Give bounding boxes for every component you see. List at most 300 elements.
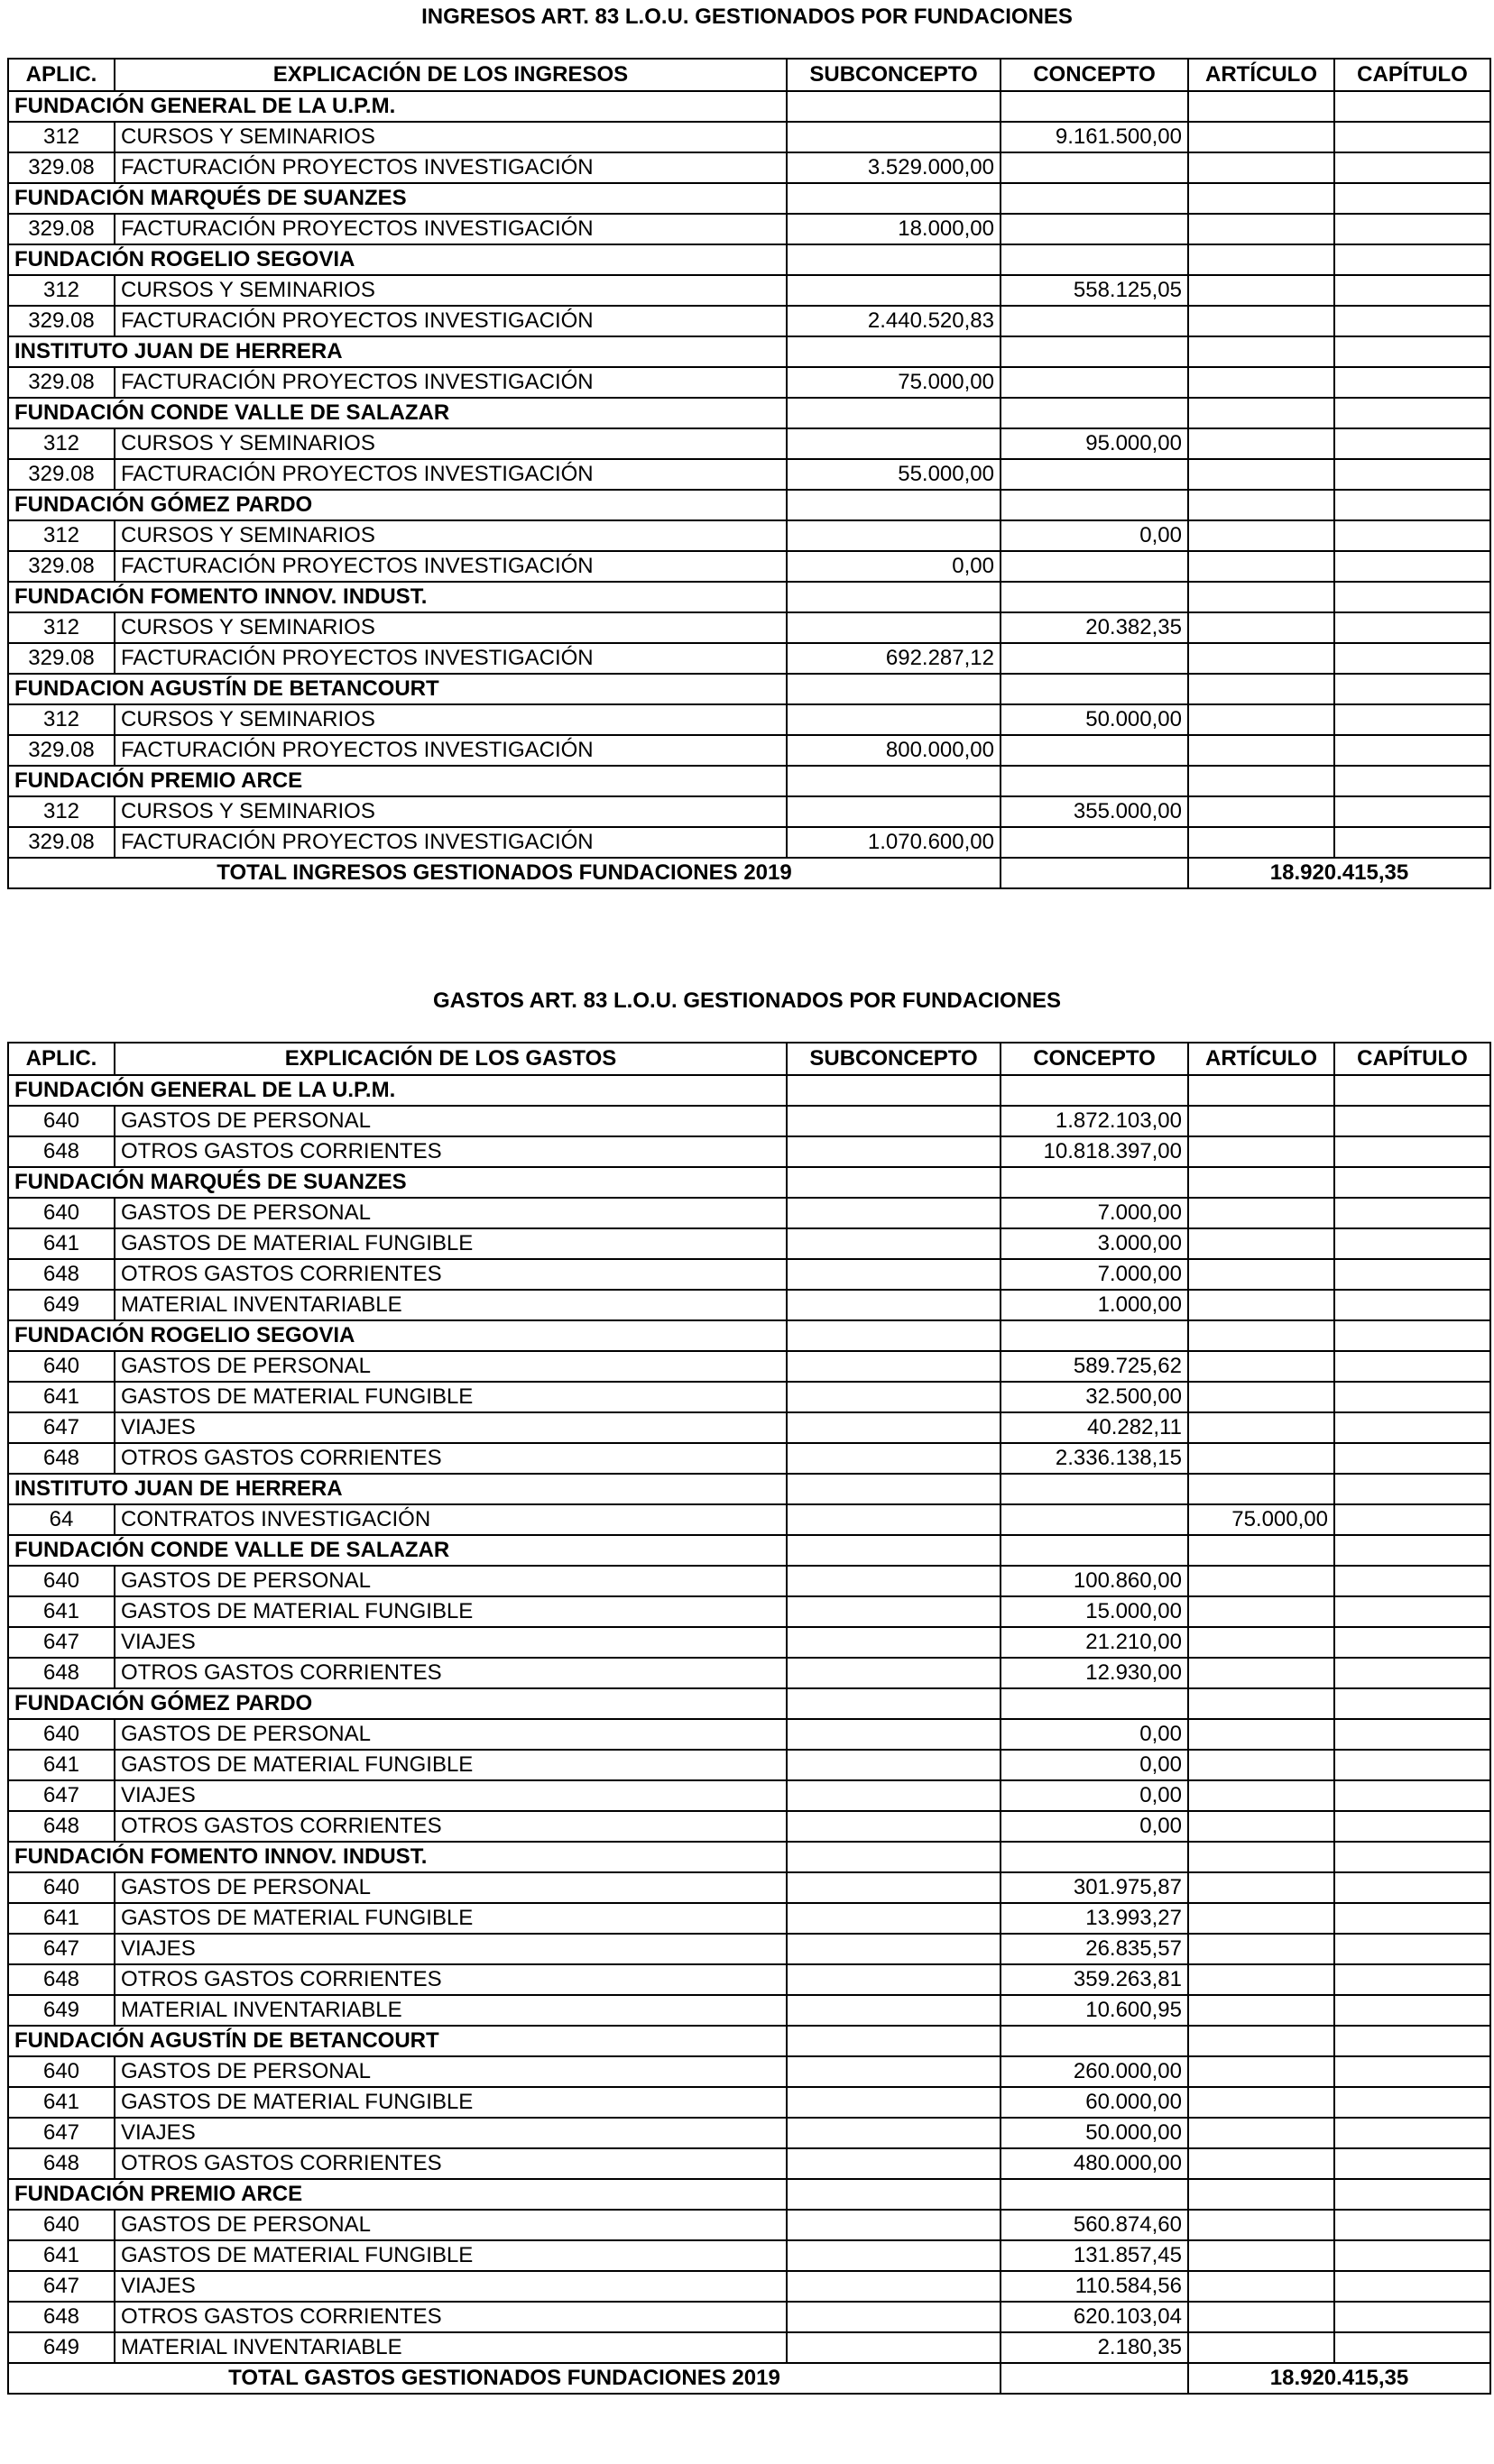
art-cell bbox=[1188, 1658, 1334, 1688]
sub-cell: 800.000,00 bbox=[787, 735, 1001, 766]
art-cell bbox=[1188, 1872, 1334, 1903]
con-cell bbox=[1001, 367, 1188, 398]
cap-cell bbox=[1334, 1382, 1490, 1412]
table-row bbox=[8, 1198, 1490, 1228]
art-cell bbox=[1188, 2118, 1334, 2148]
table-row bbox=[8, 2056, 1490, 2087]
table-row bbox=[8, 2148, 1490, 2179]
empty-cell bbox=[787, 183, 1001, 214]
con-cell: 10.600,95 bbox=[1001, 1995, 1188, 2026]
table-row bbox=[8, 1596, 1490, 1627]
con-cell: 3.000,00 bbox=[1001, 1228, 1188, 1259]
con-cell: 9.161.500,00 bbox=[1001, 122, 1188, 152]
aplic-cell: 641 bbox=[8, 1382, 115, 1412]
description-cell: OTROS GASTOS CORRIENTES bbox=[115, 1811, 787, 1842]
group-name: FUNDACIÓN AGUSTÍN DE BETANCOURT bbox=[8, 2026, 787, 2056]
empty-cell bbox=[1188, 2179, 1334, 2210]
aplic-cell: 641 bbox=[8, 1903, 115, 1934]
group-row bbox=[8, 2026, 1490, 2056]
table-row bbox=[8, 1964, 1490, 1995]
art-cell bbox=[1188, 1596, 1334, 1627]
table-row bbox=[8, 827, 1490, 858]
cap-cell bbox=[1334, 612, 1490, 643]
description-cell: VIAJES bbox=[115, 2271, 787, 2302]
description-cell: OTROS GASTOS CORRIENTES bbox=[115, 1259, 787, 1290]
art-cell bbox=[1188, 1290, 1334, 1320]
table-row bbox=[8, 2087, 1490, 2118]
description-cell: GASTOS DE PERSONAL bbox=[115, 1566, 787, 1596]
aplic-cell: 648 bbox=[8, 1443, 115, 1474]
cap-cell bbox=[1334, 735, 1490, 766]
art-cell bbox=[1188, 1811, 1334, 1842]
sub-cell bbox=[787, 1658, 1001, 1688]
empty-cell bbox=[787, 1075, 1001, 1106]
table-row bbox=[8, 459, 1490, 490]
table-row bbox=[8, 1566, 1490, 1596]
con-cell: 355.000,00 bbox=[1001, 796, 1188, 827]
empty-cell bbox=[1001, 1842, 1188, 1872]
empty-cell bbox=[1334, 582, 1490, 612]
empty-cell bbox=[787, 2026, 1001, 2056]
empty-cell bbox=[787, 398, 1001, 428]
cap-cell bbox=[1334, 152, 1490, 183]
con-cell bbox=[1001, 1504, 1188, 1535]
cap-cell bbox=[1334, 2240, 1490, 2271]
sub-cell bbox=[787, 1780, 1001, 1811]
cap-cell bbox=[1334, 1290, 1490, 1320]
column-header: ARTÍCULO bbox=[1188, 59, 1334, 91]
aplic-cell: 641 bbox=[8, 1596, 115, 1627]
cap-cell bbox=[1334, 1596, 1490, 1627]
group-name: FUNDACIÓN ROGELIO SEGOVIA bbox=[8, 1320, 787, 1351]
sub-cell bbox=[787, 1259, 1001, 1290]
cap-cell bbox=[1334, 1412, 1490, 1443]
table-row bbox=[8, 796, 1490, 827]
group-name: FUNDACIÓN GÓMEZ PARDO bbox=[8, 490, 787, 520]
art-cell bbox=[1188, 612, 1334, 643]
group-row bbox=[8, 1535, 1490, 1566]
aplic-cell: 640 bbox=[8, 2056, 115, 2087]
empty-cell bbox=[1188, 91, 1334, 122]
sub-cell bbox=[787, 1443, 1001, 1474]
sub-cell bbox=[787, 1964, 1001, 1995]
description-cell: FACTURACIÓN PROYECTOS INVESTIGACIÓN bbox=[115, 735, 787, 766]
group-name: FUNDACION AGUSTÍN DE BETANCOURT bbox=[8, 674, 787, 704]
empty-cell bbox=[1334, 2026, 1490, 2056]
con-cell: 359.263,81 bbox=[1001, 1964, 1188, 1995]
empty-cell bbox=[1334, 244, 1490, 275]
art-cell bbox=[1188, 1198, 1334, 1228]
description-cell: VIAJES bbox=[115, 1934, 787, 1964]
cap-cell bbox=[1334, 428, 1490, 459]
aplic-cell: 329.08 bbox=[8, 367, 115, 398]
empty-cell bbox=[1001, 674, 1188, 704]
ingresos-table bbox=[7, 58, 1491, 889]
table-row bbox=[8, 1351, 1490, 1382]
sub-cell bbox=[787, 2118, 1001, 2148]
empty-cell bbox=[1188, 244, 1334, 275]
empty-cell bbox=[1334, 1842, 1490, 1872]
con-cell: 20.382,35 bbox=[1001, 612, 1188, 643]
empty-cell bbox=[1001, 766, 1188, 796]
con-cell: 1.000,00 bbox=[1001, 1290, 1188, 1320]
description-cell: CURSOS Y SEMINARIOS bbox=[115, 612, 787, 643]
empty-cell bbox=[1001, 858, 1188, 888]
empty-cell bbox=[787, 1535, 1001, 1566]
aplic-cell: 312 bbox=[8, 612, 115, 643]
sub-cell bbox=[787, 1566, 1001, 1596]
empty-cell bbox=[1334, 398, 1490, 428]
table-row bbox=[8, 1259, 1490, 1290]
empty-cell bbox=[787, 1167, 1001, 1198]
group-row bbox=[8, 2179, 1490, 2210]
group-name: FUNDACIÓN GENERAL DE LA U.P.M. bbox=[8, 1075, 787, 1106]
cap-cell bbox=[1334, 2056, 1490, 2087]
description-cell: CURSOS Y SEMINARIOS bbox=[115, 428, 787, 459]
empty-cell bbox=[1001, 2026, 1188, 2056]
table-row bbox=[8, 1995, 1490, 2026]
con-cell bbox=[1001, 827, 1188, 858]
aplic-cell: 312 bbox=[8, 796, 115, 827]
art-cell bbox=[1188, 1136, 1334, 1167]
aplic-cell: 647 bbox=[8, 2271, 115, 2302]
group-name: FUNDACIÓN PREMIO ARCE bbox=[8, 2179, 787, 2210]
empty-cell bbox=[1334, 1535, 1490, 1566]
cap-cell bbox=[1334, 1780, 1490, 1811]
con-cell: 260.000,00 bbox=[1001, 2056, 1188, 2087]
art-cell bbox=[1188, 1750, 1334, 1780]
art-cell bbox=[1188, 1566, 1334, 1596]
description-cell: OTROS GASTOS CORRIENTES bbox=[115, 2148, 787, 2179]
description-cell: FACTURACIÓN PROYECTOS INVESTIGACIÓN bbox=[115, 643, 787, 674]
aplic-cell: 641 bbox=[8, 1228, 115, 1259]
cap-cell bbox=[1334, 1259, 1490, 1290]
empty-cell bbox=[1188, 490, 1334, 520]
con-cell: 60.000,00 bbox=[1001, 2087, 1188, 2118]
sub-cell bbox=[787, 1351, 1001, 1382]
cap-cell bbox=[1334, 643, 1490, 674]
sub-cell bbox=[787, 1228, 1001, 1259]
table-row bbox=[8, 643, 1490, 674]
group-name: FUNDACIÓN ROGELIO SEGOVIA bbox=[8, 244, 787, 275]
sub-cell bbox=[787, 1412, 1001, 1443]
cap-cell bbox=[1334, 1811, 1490, 1842]
sub-cell: 692.287,12 bbox=[787, 643, 1001, 674]
group-row bbox=[8, 183, 1490, 214]
table-row bbox=[8, 1290, 1490, 1320]
cap-cell bbox=[1334, 2118, 1490, 2148]
con-cell: 100.860,00 bbox=[1001, 1566, 1188, 1596]
description-cell: GASTOS DE MATERIAL FUNGIBLE bbox=[115, 1228, 787, 1259]
aplic-cell: 647 bbox=[8, 1934, 115, 1964]
aplic-cell: 329.08 bbox=[8, 551, 115, 582]
empty-cell bbox=[1001, 91, 1188, 122]
aplic-cell: 329.08 bbox=[8, 735, 115, 766]
description-cell: GASTOS DE MATERIAL FUNGIBLE bbox=[115, 1596, 787, 1627]
empty-cell bbox=[1188, 1688, 1334, 1719]
art-cell bbox=[1188, 1627, 1334, 1658]
group-row bbox=[8, 1320, 1490, 1351]
empty-cell bbox=[1334, 490, 1490, 520]
description-cell: FACTURACIÓN PROYECTOS INVESTIGACIÓN bbox=[115, 152, 787, 183]
table-row bbox=[8, 428, 1490, 459]
art-cell bbox=[1188, 2056, 1334, 2087]
con-cell: 26.835,57 bbox=[1001, 1934, 1188, 1964]
table-row bbox=[8, 152, 1490, 183]
con-cell: 301.975,87 bbox=[1001, 1872, 1188, 1903]
empty-cell bbox=[1001, 398, 1188, 428]
aplic-cell: 329.08 bbox=[8, 214, 115, 244]
cap-cell bbox=[1334, 520, 1490, 551]
con-cell bbox=[1001, 214, 1188, 244]
group-row bbox=[8, 582, 1490, 612]
art-cell bbox=[1188, 827, 1334, 858]
description-cell: VIAJES bbox=[115, 1627, 787, 1658]
table-row bbox=[8, 1934, 1490, 1964]
description-cell: GASTOS DE PERSONAL bbox=[115, 2056, 787, 2087]
empty-cell bbox=[1334, 674, 1490, 704]
art-cell bbox=[1188, 1259, 1334, 1290]
con-cell: 480.000,00 bbox=[1001, 2148, 1188, 2179]
table-header-row bbox=[8, 1043, 1490, 1075]
sub-cell bbox=[787, 1934, 1001, 1964]
group-row bbox=[8, 1075, 1490, 1106]
cap-cell bbox=[1334, 1198, 1490, 1228]
description-cell: CURSOS Y SEMINARIOS bbox=[115, 122, 787, 152]
sub-cell bbox=[787, 1995, 1001, 2026]
group-name: FUNDACIÓN PREMIO ARCE bbox=[8, 766, 787, 796]
table-row bbox=[8, 612, 1490, 643]
column-header: CAPÍTULO bbox=[1334, 59, 1490, 91]
group-row bbox=[8, 244, 1490, 275]
empty-cell bbox=[787, 2179, 1001, 2210]
table-row bbox=[8, 2240, 1490, 2271]
description-cell: MATERIAL INVENTARIABLE bbox=[115, 1290, 787, 1320]
aplic-cell: 649 bbox=[8, 1995, 115, 2026]
table-row bbox=[8, 2118, 1490, 2148]
total-row bbox=[8, 2363, 1490, 2394]
cap-cell bbox=[1334, 2332, 1490, 2363]
aplic-cell: 641 bbox=[8, 1750, 115, 1780]
con-cell: 0,00 bbox=[1001, 1719, 1188, 1750]
con-cell: 12.930,00 bbox=[1001, 1658, 1188, 1688]
sub-cell bbox=[787, 1903, 1001, 1934]
description-cell: FACTURACIÓN PROYECTOS INVESTIGACIÓN bbox=[115, 551, 787, 582]
sub-cell bbox=[787, 1719, 1001, 1750]
table-row bbox=[8, 1136, 1490, 1167]
empty-cell bbox=[1334, 1075, 1490, 1106]
art-cell bbox=[1188, 1780, 1334, 1811]
cap-cell bbox=[1334, 306, 1490, 336]
aplic-cell: 648 bbox=[8, 1964, 115, 1995]
empty-cell bbox=[1188, 1320, 1334, 1351]
aplic-cell: 329.08 bbox=[8, 643, 115, 674]
group-row bbox=[8, 398, 1490, 428]
empty-cell bbox=[1334, 1474, 1490, 1504]
sub-cell: 2.440.520,83 bbox=[787, 306, 1001, 336]
sub-cell bbox=[787, 2271, 1001, 2302]
empty-cell bbox=[787, 1320, 1001, 1351]
con-cell: 560.874,60 bbox=[1001, 2210, 1188, 2240]
description-cell: GASTOS DE MATERIAL FUNGIBLE bbox=[115, 1750, 787, 1780]
art-cell bbox=[1188, 1106, 1334, 1136]
table-row bbox=[8, 2210, 1490, 2240]
art-cell bbox=[1188, 1382, 1334, 1412]
cap-cell bbox=[1334, 1750, 1490, 1780]
cap-cell bbox=[1334, 214, 1490, 244]
sub-cell bbox=[787, 2087, 1001, 2118]
empty-cell bbox=[1188, 1842, 1334, 1872]
art-cell bbox=[1188, 1964, 1334, 1995]
sub-cell bbox=[787, 2332, 1001, 2363]
cap-cell bbox=[1334, 1719, 1490, 1750]
empty-cell bbox=[1334, 183, 1490, 214]
gastos-table bbox=[7, 1042, 1491, 2395]
empty-cell bbox=[1334, 766, 1490, 796]
description-cell: CURSOS Y SEMINARIOS bbox=[115, 704, 787, 735]
aplic-cell: 640 bbox=[8, 1106, 115, 1136]
empty-cell bbox=[1001, 183, 1188, 214]
cap-cell bbox=[1334, 1106, 1490, 1136]
con-cell: 620.103,04 bbox=[1001, 2302, 1188, 2332]
cap-cell bbox=[1334, 1964, 1490, 1995]
description-cell: MATERIAL INVENTARIABLE bbox=[115, 1995, 787, 2026]
cap-cell bbox=[1334, 2087, 1490, 2118]
aplic-cell: 640 bbox=[8, 1351, 115, 1382]
empty-cell bbox=[1334, 1167, 1490, 1198]
cap-cell bbox=[1334, 1566, 1490, 1596]
con-cell: 110.584,56 bbox=[1001, 2271, 1188, 2302]
empty-cell bbox=[1188, 674, 1334, 704]
con-cell: 21.210,00 bbox=[1001, 1627, 1188, 1658]
total-value: 18.920.415,35 bbox=[1188, 858, 1490, 888]
sub-cell bbox=[787, 1382, 1001, 1412]
aplic-cell: 648 bbox=[8, 2148, 115, 2179]
sub-cell bbox=[787, 1136, 1001, 1167]
empty-cell bbox=[787, 766, 1001, 796]
aplic-cell: 648 bbox=[8, 1811, 115, 1842]
con-cell: 95.000,00 bbox=[1001, 428, 1188, 459]
cap-cell bbox=[1334, 2271, 1490, 2302]
description-cell: GASTOS DE PERSONAL bbox=[115, 1198, 787, 1228]
sub-cell bbox=[787, 122, 1001, 152]
aplic-cell: 649 bbox=[8, 2332, 115, 2363]
con-cell: 40.282,11 bbox=[1001, 1412, 1188, 1443]
total-label: TOTAL INGRESOS GESTIONADOS FUNDACIONES 2019 bbox=[8, 858, 1001, 888]
art-cell bbox=[1188, 2087, 1334, 2118]
aplic-cell: 312 bbox=[8, 520, 115, 551]
aplic-cell: 641 bbox=[8, 2087, 115, 2118]
table-row bbox=[8, 2271, 1490, 2302]
sub-cell bbox=[787, 1750, 1001, 1780]
art-cell bbox=[1188, 2240, 1334, 2271]
description-cell: CURSOS Y SEMINARIOS bbox=[115, 520, 787, 551]
column-header: ARTÍCULO bbox=[1188, 1043, 1334, 1075]
con-cell: 7.000,00 bbox=[1001, 1259, 1188, 1290]
aplic-cell: 648 bbox=[8, 1259, 115, 1290]
description-cell: OTROS GASTOS CORRIENTES bbox=[115, 2302, 787, 2332]
cap-cell bbox=[1334, 1351, 1490, 1382]
group-row bbox=[8, 490, 1490, 520]
description-cell: GASTOS DE MATERIAL FUNGIBLE bbox=[115, 1903, 787, 1934]
art-cell: 75.000,00 bbox=[1188, 1504, 1334, 1535]
aplic-cell: 312 bbox=[8, 428, 115, 459]
table-row bbox=[8, 1872, 1490, 1903]
table-row bbox=[8, 1811, 1490, 1842]
art-cell bbox=[1188, 1934, 1334, 1964]
table-row bbox=[8, 275, 1490, 306]
art-cell bbox=[1188, 1443, 1334, 1474]
sub-cell: 0,00 bbox=[787, 551, 1001, 582]
art-cell bbox=[1188, 1903, 1334, 1934]
art-cell bbox=[1188, 2271, 1334, 2302]
table-row bbox=[8, 1750, 1490, 1780]
table-row bbox=[8, 1443, 1490, 1474]
art-cell bbox=[1188, 1228, 1334, 1259]
table-row bbox=[8, 520, 1490, 551]
con-cell: 558.125,05 bbox=[1001, 275, 1188, 306]
aplic-cell: 329.08 bbox=[8, 152, 115, 183]
empty-cell bbox=[787, 336, 1001, 367]
art-cell bbox=[1188, 428, 1334, 459]
table-row bbox=[8, 2302, 1490, 2332]
group-name: INSTITUTO JUAN DE HERRERA bbox=[8, 1474, 787, 1504]
table-row bbox=[8, 306, 1490, 336]
art-cell bbox=[1188, 735, 1334, 766]
group-row bbox=[8, 1688, 1490, 1719]
con-cell: 10.818.397,00 bbox=[1001, 1136, 1188, 1167]
column-header: EXPLICACIÓN DE LOS INGRESOS bbox=[115, 59, 787, 91]
empty-cell bbox=[1188, 1474, 1334, 1504]
description-cell: FACTURACIÓN PROYECTOS INVESTIGACIÓN bbox=[115, 459, 787, 490]
empty-cell bbox=[1001, 2363, 1188, 2394]
table-row bbox=[8, 1382, 1490, 1412]
sub-cell bbox=[787, 275, 1001, 306]
empty-cell bbox=[1188, 1167, 1334, 1198]
empty-cell bbox=[1001, 336, 1188, 367]
aplic-cell: 312 bbox=[8, 122, 115, 152]
con-cell: 2.336.138,15 bbox=[1001, 1443, 1188, 1474]
column-header: SUBCONCEPTO bbox=[787, 1043, 1001, 1075]
group-name: FUNDACIÓN GÓMEZ PARDO bbox=[8, 1688, 787, 1719]
table-row bbox=[8, 122, 1490, 152]
cap-cell bbox=[1334, 367, 1490, 398]
empty-cell bbox=[1001, 1688, 1188, 1719]
description-cell: GASTOS DE MATERIAL FUNGIBLE bbox=[115, 2087, 787, 2118]
aplic-cell: 640 bbox=[8, 1872, 115, 1903]
art-cell bbox=[1188, 275, 1334, 306]
aplic-cell: 649 bbox=[8, 1290, 115, 1320]
description-cell: FACTURACIÓN PROYECTOS INVESTIGACIÓN bbox=[115, 367, 787, 398]
sub-cell bbox=[787, 2148, 1001, 2179]
empty-cell bbox=[1334, 2179, 1490, 2210]
table-row bbox=[8, 551, 1490, 582]
description-cell: FACTURACIÓN PROYECTOS INVESTIGACIÓN bbox=[115, 306, 787, 336]
sub-cell: 75.000,00 bbox=[787, 367, 1001, 398]
aplic-cell: 648 bbox=[8, 1658, 115, 1688]
art-cell bbox=[1188, 152, 1334, 183]
aplic-cell: 64 bbox=[8, 1504, 115, 1535]
empty-cell bbox=[787, 1474, 1001, 1504]
column-header: CONCEPTO bbox=[1001, 59, 1188, 91]
empty-cell bbox=[1188, 336, 1334, 367]
aplic-cell: 647 bbox=[8, 1780, 115, 1811]
art-cell bbox=[1188, 520, 1334, 551]
total-value: 18.920.415,35 bbox=[1188, 2363, 1490, 2394]
empty-cell bbox=[787, 674, 1001, 704]
description-cell: FACTURACIÓN PROYECTOS INVESTIGACIÓN bbox=[115, 827, 787, 858]
column-header: CONCEPTO bbox=[1001, 1043, 1188, 1075]
